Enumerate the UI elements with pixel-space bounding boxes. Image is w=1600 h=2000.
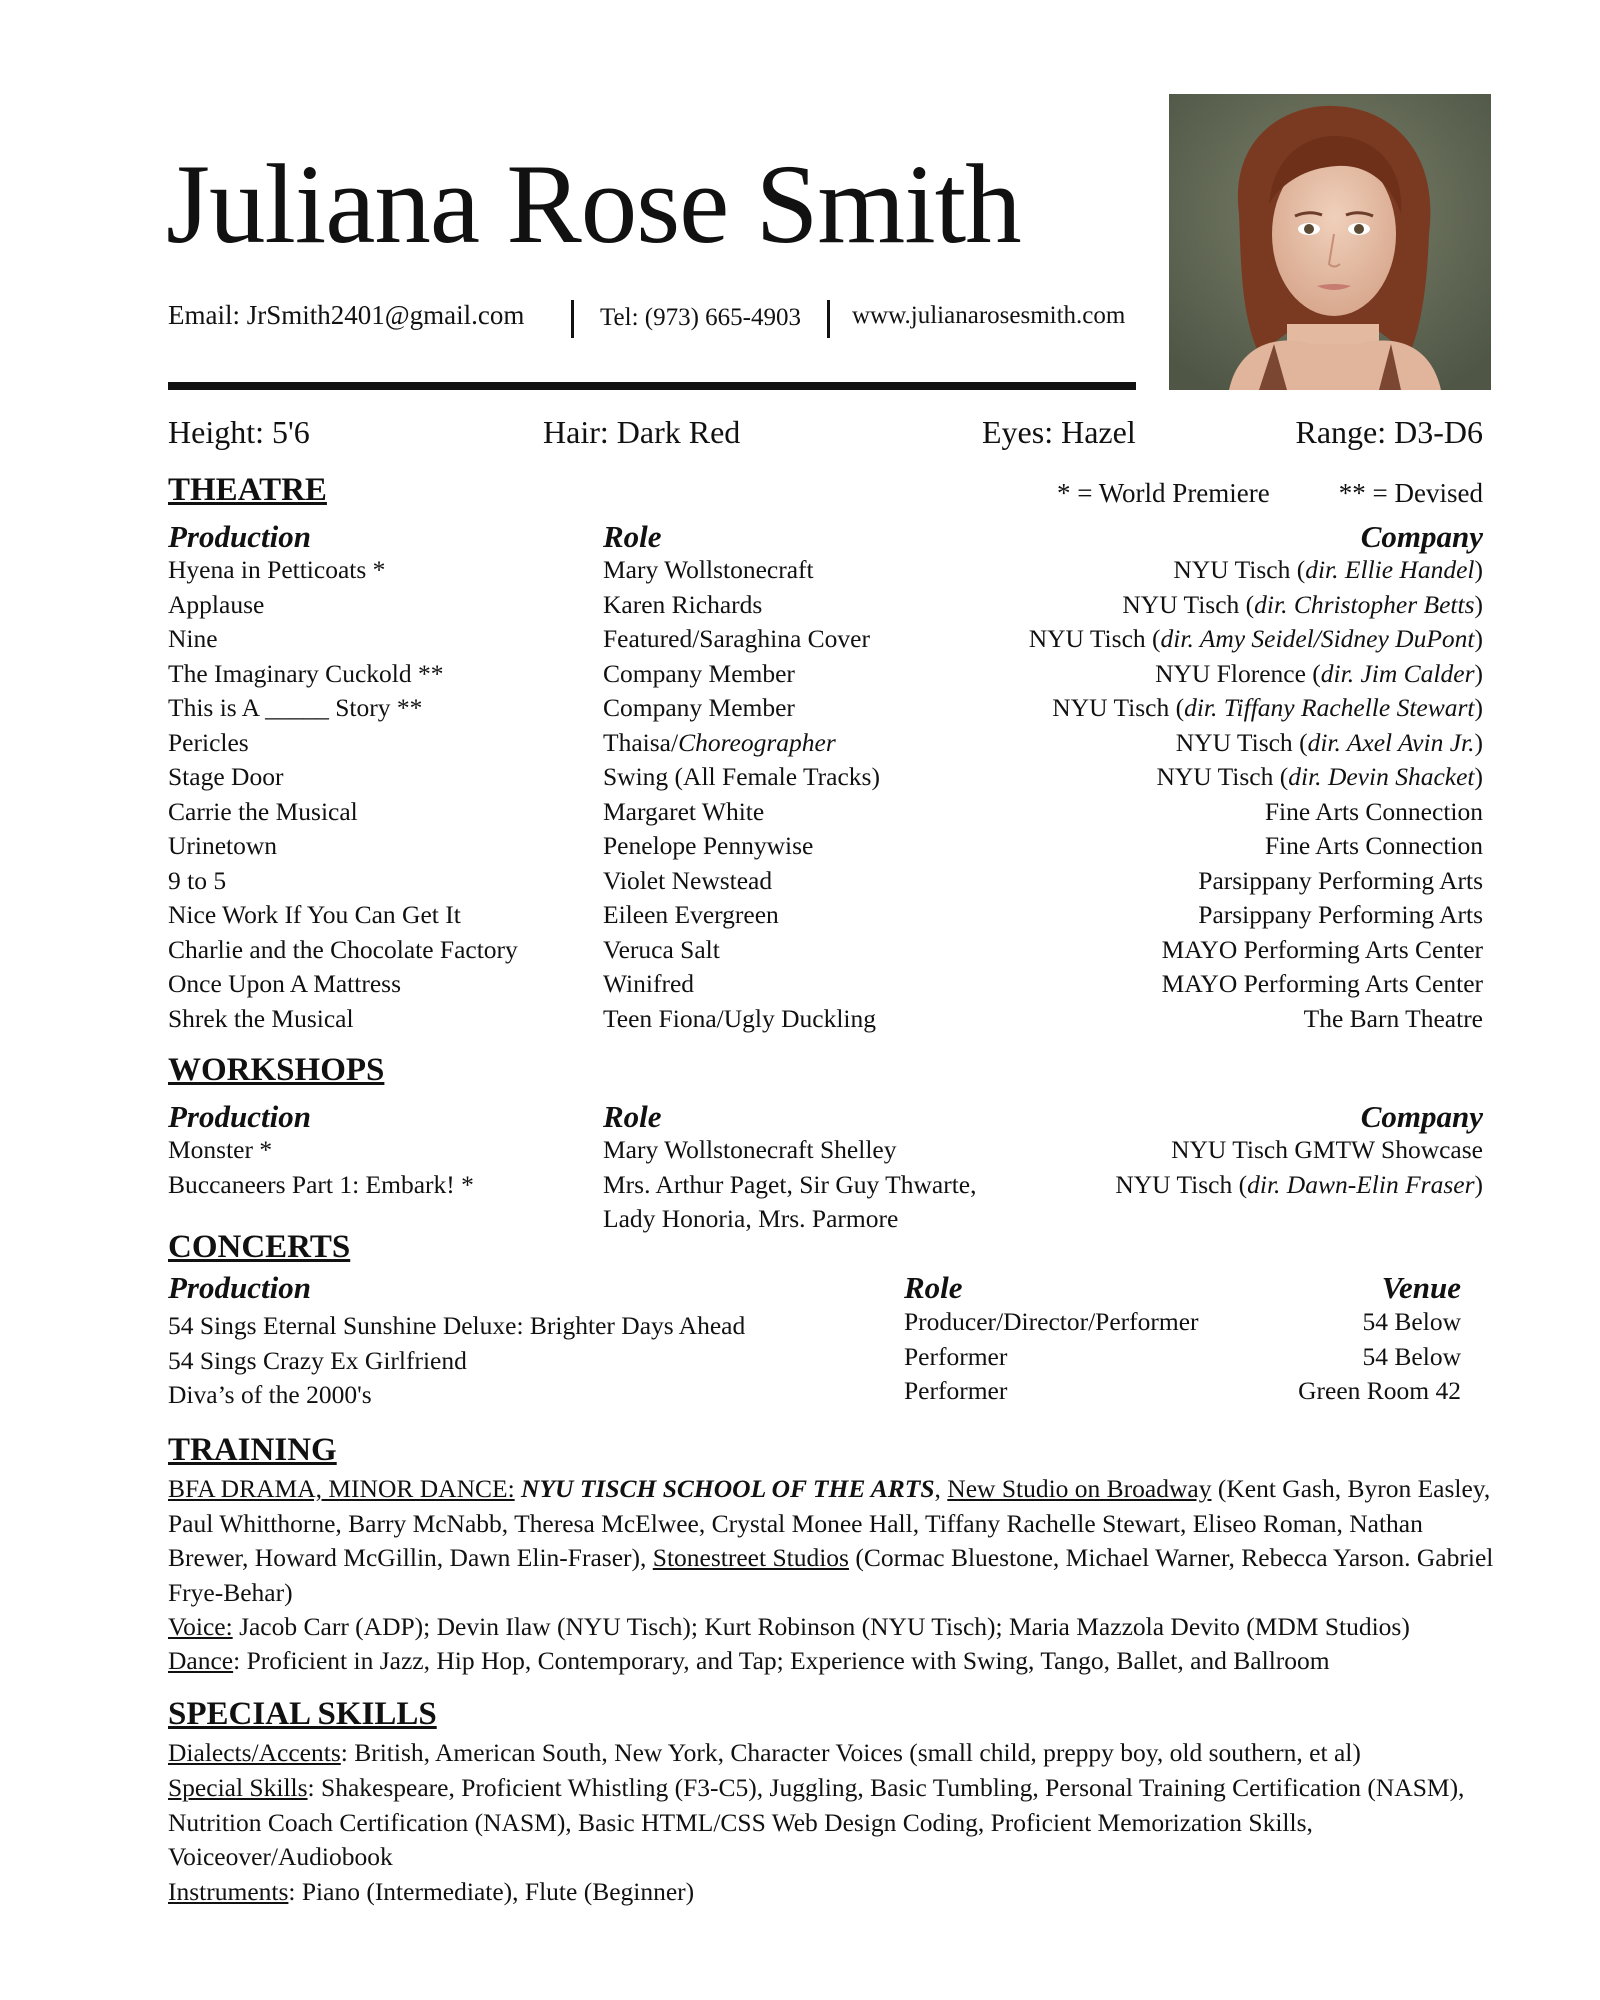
theatre-company: NYU Tisch (dir. Amy Seidel/Sidney DuPont) <box>1028 624 1483 653</box>
theatre-role: Mary Wollstonecraft <box>603 555 814 584</box>
theatre-role-column <box>603 553 880 1036</box>
theatre-role: Thaisa/Choreographer <box>603 727 836 757</box>
theatre-company: Fine Arts Connection <box>1264 831 1483 860</box>
workshop-company: NYU Tisch GMTW Showcase <box>1171 1135 1483 1164</box>
theatre-company: NYU Tisch (dir. Christopher Betts) <box>1122 589 1483 619</box>
hair-stat: Hair: Dark Red <box>543 414 741 450</box>
headshot-illustration <box>1169 94 1491 390</box>
special-skills-paragraph <box>168 1771 1498 1875</box>
concert-venue: 54 Below <box>1362 1341 1461 1371</box>
dialects-label: Dialects/Accents <box>168 1738 341 1767</box>
theatre-production: Once Upon A Mattress <box>168 969 402 998</box>
theatre-production: Hyena in Petticoats * <box>168 555 386 584</box>
theatre-production-column <box>168 553 518 1036</box>
theatre-production: Applause <box>168 589 265 619</box>
theatre-company-column <box>1029 553 1483 1036</box>
website-link: www.julianarosesmith.com <box>852 302 1126 329</box>
concert-production: 54 Sings Crazy Ex Girlfriend <box>168 1345 467 1375</box>
workshop-production: Buccaneers Part 1: Embark! * <box>168 1169 474 1199</box>
theatre-role: Karen Richards <box>603 589 763 619</box>
theatre-production: Stage Door <box>168 762 284 791</box>
studio-instructors: (Kent Gash, Byron Easley, Paul Whitthorne, Barry McNabb, Theresa McElwee, Crystal Monee Hall, Tiffany Rachelle Stewart, Eliseo Roman, Nathan Brewer, Howard McGillin, Dawn Elin-Fraser), <box>168 1474 1491 1572</box>
concert-venue: 54 Below <box>1362 1307 1461 1336</box>
workshops-heading: WORKSHOPS <box>168 1052 385 1088</box>
workshops-production-header: Production <box>168 1099 311 1134</box>
workshop-company: NYU Tisch (dir. Dawn-Elin Fraser) <box>1115 1169 1483 1199</box>
theatre-production: This is A _____ Story ** <box>168 693 423 722</box>
concerts-venue-column <box>1298 1305 1461 1409</box>
height-stat: Height: 5'6 <box>168 414 310 450</box>
theatre-heading: THEATRE <box>168 472 327 508</box>
workshop-role: Mrs. Arthur Paget, Sir Guy Thwarte, <box>603 1169 977 1199</box>
email-text: Email: JrSmith2401@gmail.com <box>168 300 525 330</box>
theatre-role: Company Member <box>603 693 795 722</box>
studio-name: New Studio on Broadway <box>947 1474 1212 1503</box>
contact-divider <box>827 300 830 338</box>
dialects-list: : British, American South, New York, Character Voices (small child, preppy boy, old southern, et al) <box>340 1738 1361 1767</box>
range-stat: Range: D3-D6 <box>1295 414 1483 450</box>
theatre-company: MAYO Performing Arts Center <box>1161 969 1483 998</box>
theatre-production: Charlie and the Chocolate Factory <box>168 934 518 964</box>
theatre-role-header: Role <box>603 519 662 554</box>
theatre-production: Pericles <box>168 727 249 757</box>
theatre-production: 9 to 5 <box>168 865 227 895</box>
theatre-role: Featured/Saraghina Cover <box>603 624 870 653</box>
concerts-role-header: Role <box>904 1270 963 1305</box>
concert-role: Producer/Director/Performer <box>904 1307 1199 1336</box>
theatre-role: Company Member <box>603 658 795 688</box>
concert-role: Performer <box>904 1376 1008 1405</box>
concerts-production-header: Production <box>168 1270 311 1305</box>
theatre-production: Urinetown <box>168 831 278 860</box>
theatre-production: The Imaginary Cuckold ** <box>168 658 444 688</box>
concerts-heading: CONCERTS <box>168 1229 351 1265</box>
workshop-role: Lady Honoria, Mrs. Parmore <box>603 1204 899 1233</box>
eyes-stat: Eyes: Hazel <box>982 414 1136 450</box>
theatre-role: Margaret White <box>603 796 765 826</box>
theatre-role: Penelope Pennywise <box>603 831 814 860</box>
theatre-company: NYU Tisch (dir. Ellie Handel) <box>1173 555 1483 584</box>
theatre-company-header: Company <box>1360 519 1483 554</box>
workshops-role-header: Role <box>603 1099 662 1134</box>
theatre-company: The Barn Theatre <box>1303 1003 1483 1033</box>
dance-styles: : Proficient in Jazz, Hip Hop, Contemporary, and Tap; Experience with Swing, Tango, Ballet, and Ballroom <box>233 1646 1330 1675</box>
special-skills-heading: SPECIAL SKILLS <box>168 1696 437 1732</box>
training-voice-line <box>168 1610 1498 1645</box>
workshop-production: Monster * <box>168 1135 273 1164</box>
degree-label: BFA DRAMA, MINOR DANCE: <box>168 1474 515 1503</box>
legend-world-premiere: * = World Premiere <box>1057 478 1270 508</box>
performer-name: Juliana Rose Smith <box>166 142 1021 267</box>
theatre-role: Eileen Evergreen <box>603 900 779 929</box>
concert-venue: Green Room 42 <box>1298 1376 1461 1405</box>
concert-production: 54 Sings Eternal Sunshine Deluxe: Brighter Days Ahead <box>168 1311 746 1340</box>
dialects-line <box>168 1736 1498 1771</box>
contact-divider <box>571 300 574 338</box>
concerts-role-column <box>904 1305 1199 1409</box>
theatre-production: Shrek the Musical <box>168 1003 354 1033</box>
theatre-production-header: Production <box>168 519 311 554</box>
theatre-production: Carrie the Musical <box>168 796 358 826</box>
workshops-role-column <box>603 1133 977 1237</box>
theatre-company: Parsippany Performing Arts <box>1198 865 1483 895</box>
headshot-photo <box>1169 94 1491 390</box>
workshops-production-column <box>168 1133 474 1202</box>
workshops-company-column <box>1115 1133 1483 1202</box>
training-heading: TRAINING <box>168 1432 337 1468</box>
dance-label: Dance <box>168 1646 234 1675</box>
theatre-role: Teen Fiona/Ugly Duckling <box>603 1003 877 1033</box>
special-skills-list: : Shakespeare, Proficient Whistling (F3-C5), Juggling, Basic Tumbling, Personal Training Certification (NASM), Nutrition Coach Certification (NASM), Basic HTML/CSS Web Design Coding, Proficient Memorization Skills, Voiceover/Audiobook <box>168 1773 1465 1871</box>
phone-text: Tel: (973) 665-4903 <box>600 304 801 331</box>
voice-teachers: Jacob Carr (ADP); Devin Ilaw (NYU Tisch); Kurt Robinson (NYU Tisch); Maria Mazzola Devito (MDM Studios) <box>232 1612 1410 1641</box>
concerts-production-column <box>168 1309 745 1413</box>
voice-label: Voice: <box>168 1612 233 1641</box>
instruments-line <box>168 1875 1498 1910</box>
theatre-role: Violet Newstead <box>603 865 773 895</box>
theatre-company: NYU Tisch (dir. Tiffany Rachelle Stewart) <box>1052 693 1483 722</box>
theatre-company: Parsippany Performing Arts <box>1198 900 1483 929</box>
special-skills-label: Special Skills <box>168 1773 308 1802</box>
header-rule <box>168 382 1136 390</box>
theatre-production: Nice Work If You Can Get It <box>168 900 461 929</box>
concert-production: Diva’s of the 2000's <box>168 1380 372 1409</box>
theatre-company: NYU Tisch (dir. Axel Avin Jr.) <box>1175 727 1483 757</box>
training-degree-paragraph: BFA DRAMA, MINOR DANCE: NYU TISCH SCHOOL OF THE ARTS, New Studio on Broadway (Kent Gash, Byron Easley, Paul Whitthorne, Barry McNabb, Theresa McElwee, Crystal Monee Hall, Tiffany Rachelle Stewart, Eliseo Roman, Nathan Brewer, Howard McGillin, Dawn Elin-Fraser), Stonestreet Studios (Cormac Bluestone, Michael Warner, Rebecca Yarson. Gabriel Frye-Behar) <box>168 1474 1494 1607</box>
workshop-role: Mary Wollstonecraft Shelley <box>603 1135 897 1164</box>
studio-instructors: (Cormac Bluestone, Michael Warner, Rebecca Yarson. Gabriel Frye-Behar) <box>168 1543 1494 1607</box>
theatre-role: Swing (All Female Tracks) <box>603 762 880 791</box>
theatre-role: Veruca Salt <box>603 934 720 964</box>
school-name: NYU TISCH SCHOOL OF THE ARTS <box>521 1474 935 1503</box>
workshops-company-header: Company <box>1360 1099 1483 1134</box>
concerts-venue-header: Venue <box>1381 1270 1461 1305</box>
legend-devised: ** = Devised <box>1338 478 1483 508</box>
theatre-company: MAYO Performing Arts Center <box>1161 934 1483 964</box>
training-dance-line <box>168 1644 1498 1679</box>
theatre-company: NYU Florence (dir. Jim Calder) <box>1155 658 1483 688</box>
instruments-label: Instruments <box>168 1877 289 1906</box>
instruments-list: : Piano (Intermediate), Flute (Beginner) <box>288 1877 695 1906</box>
theatre-production: Nine <box>168 624 218 653</box>
theatre-role: Winifred <box>603 969 695 998</box>
theatre-company: Fine Arts Connection <box>1264 796 1483 826</box>
concert-role: Performer <box>904 1341 1008 1371</box>
theatre-company: NYU Tisch (dir. Devin Shacket) <box>1156 762 1483 791</box>
studio-name: Stonestreet Studios <box>652 1543 849 1572</box>
